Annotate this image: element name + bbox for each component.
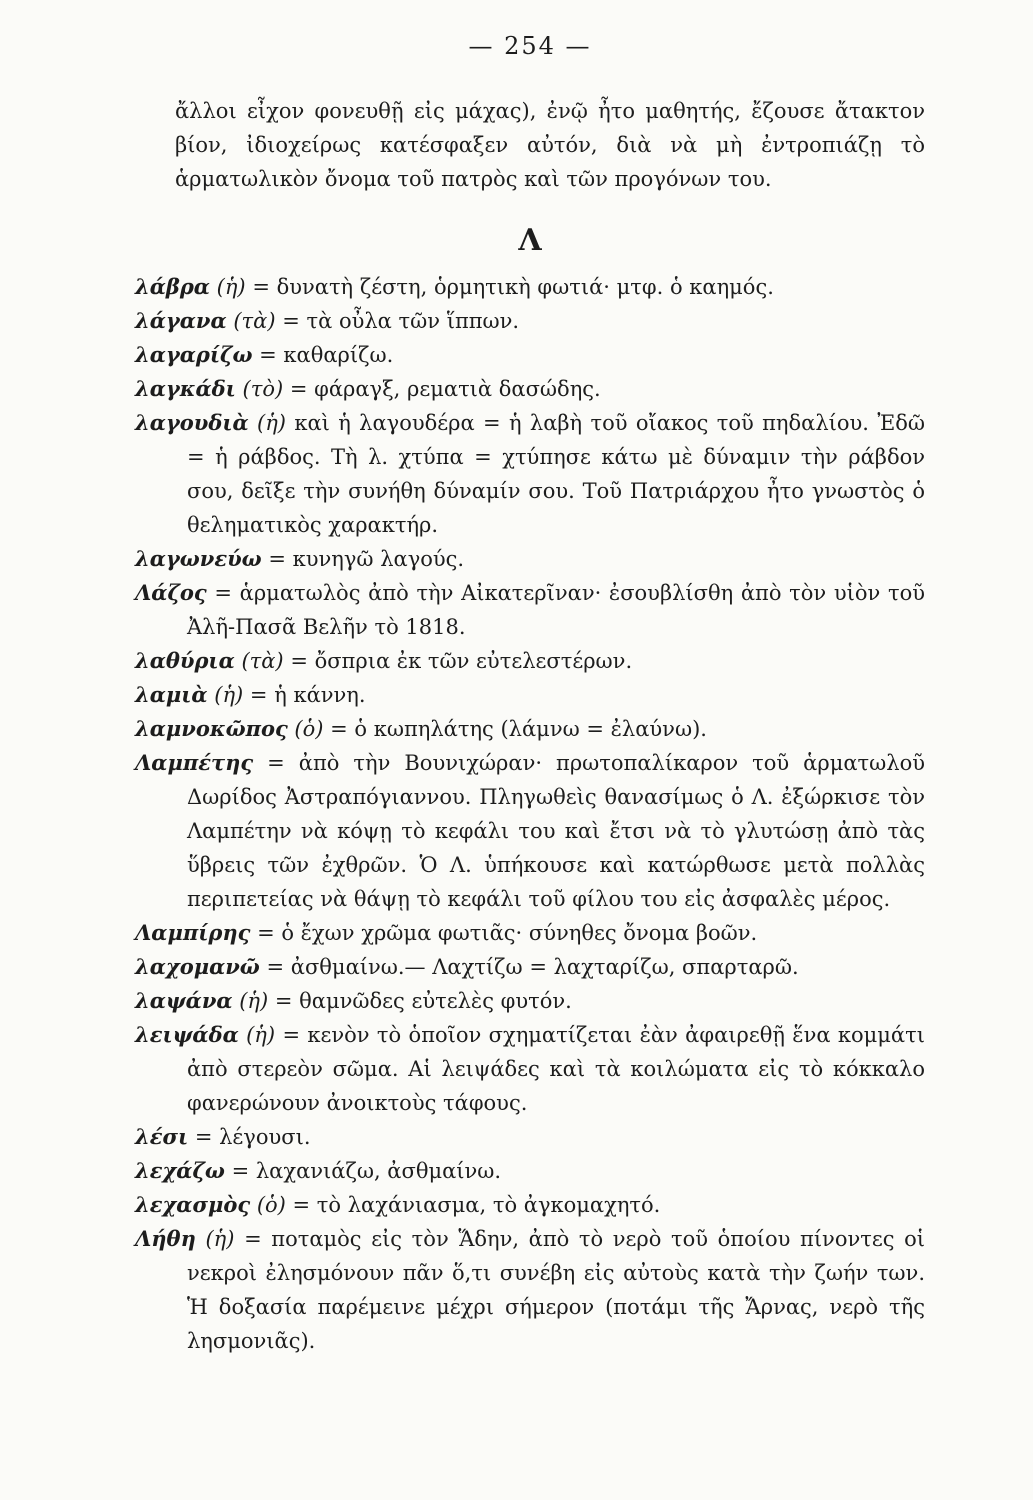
entry xyxy=(135,746,925,916)
entry-definition: = ὄσπρια ἐκ τῶν εὐτελεστέρων. xyxy=(290,649,633,673)
entry-definition: καὶ ἡ λαγουδέρα = ἡ λαβὴ τοῦ οἴακος τοῦ πηδαλίου. Ἐδῶ = ἡ ράβδος. Τὴ λ. χτύπα = χτύπησε κάτω μὲ δύναμιν τὴν ράβδον σου, δεῖξε τὴν συνήθη δύναμίν σου. Τοῦ Πατριάρχου ἦτο γνωστὸς ὁ θεληματικὸς χαρακτήρ. xyxy=(187,411,925,537)
entry xyxy=(135,406,925,542)
entry-definition: = φάραγξ, ρεματιὰ δασώδης. xyxy=(289,377,601,401)
entry-article: (ἡ) xyxy=(216,275,246,299)
entry-definition: = κυνηγῶ λαγούς. xyxy=(268,547,465,571)
entry-article: (ἡ) xyxy=(246,1023,276,1047)
entry-definition: = δυνατὴ ζέστη, ὁρμητικὴ φωτιά· μτφ. ὁ καημός. xyxy=(252,275,774,299)
entry-headword: λάγανα xyxy=(135,308,227,333)
entry-headword: λειψάδα xyxy=(135,1022,239,1047)
entry-definition: = ἀσθμαίνω.— Λαχτίζω = λαχταρίζω, σπαρταρῶ. xyxy=(266,955,799,979)
section-letter-heading: Λ xyxy=(518,223,542,258)
entry-headword: Λαμπέτης xyxy=(135,750,254,775)
entry-article: (ἡ) xyxy=(214,683,244,707)
entry-article: (ἡ) xyxy=(205,1227,235,1251)
entry-headword: λαγαρίζω xyxy=(135,342,253,367)
entry-headword: λάβρα xyxy=(135,274,210,299)
entry xyxy=(135,916,925,950)
entry-headword: Λαμπίρης xyxy=(135,920,251,945)
entry-article: (τὰ) xyxy=(241,649,284,673)
entry-definition: = τὰ οὖλα τῶν ἵππων. xyxy=(282,309,520,333)
entry-definition: = ἁρματωλὸς ἀπὸ τὴν Αἰκατερῖναν· ἐσουβλίσθη ἀπὸ τὸν υἱὸν τοῦ Ἀλῆ-Πασᾶ Βελῆν τὸ 1818. xyxy=(187,581,925,639)
entry-headword: λεχασμὸς xyxy=(135,1192,251,1217)
entry xyxy=(135,712,925,746)
entry-definition: = τὸ λαχάνιασμα, τὸ ἀγκομαχητό. xyxy=(292,1193,661,1217)
entry-headword: λαγωνεύω xyxy=(135,546,262,571)
entry-article: (ἡ) xyxy=(257,411,286,435)
entry xyxy=(135,1154,925,1188)
entry-article: (ὁ) xyxy=(294,717,324,741)
entry-headword: Λάζος xyxy=(135,580,207,605)
entry-definition: = καθαρίζω. xyxy=(259,343,394,367)
entry xyxy=(135,644,925,678)
entry-list xyxy=(135,270,925,1358)
entry xyxy=(135,1188,925,1222)
entry xyxy=(135,338,925,372)
entry xyxy=(135,1222,925,1358)
entry xyxy=(135,1120,925,1154)
entry-headword: λαχομανῶ xyxy=(135,954,260,979)
entry-definition: = κενὸν τὸ ὁποῖον σχηματίζεται ἐὰν ἀφαιρεθῇ ἕνα κομμάτι ἀπὸ στερεὸν σῶμα. Αἱ λειψάδες καὶ τὰ κοιλώματα εἰς τὸ κόκκαλο φανερώνουν ἀνοικτοὺς τάφους. xyxy=(187,1023,925,1115)
entry-definition: = λαχανιάζω, ἀσθμαίνω. xyxy=(231,1159,502,1183)
entry xyxy=(135,678,925,712)
entry-headword: λεχάζω xyxy=(135,1158,225,1183)
entry-definition: = ὁ ἔχων χρῶμα φωτιᾶς· σύνηθες ὄνομα βοῶν. xyxy=(257,921,758,945)
entry-definition: = ἀπὸ τὴν Βουνιχώραν· πρωτοπαλίκαρον τοῦ ἁρματωλοῦ Δωρίδος Ἀστραπόγιαννου. Πληγωθεὶς θανασίμως ὁ Λ. ἐξώρκισε τὸν Λαμπέτην νὰ κόψῃ τὸ κεφάλι του καὶ ἔτσι νὰ τὸ γλυτώσῃ ἀπὸ τὰς ὕβρεις τῶν ἐχθρῶν. Ὁ Λ. ὑπήκουσε καὶ κατώρθωσε μετὰ πολλὰς περιπετείας νὰ θάψῃ τὸ κεφάλι τοῦ φίλου του εἰς ἀσφαλὲς μέρος. xyxy=(187,751,925,911)
entry xyxy=(135,1018,925,1120)
entry xyxy=(135,542,925,576)
entry xyxy=(135,372,925,406)
entry xyxy=(135,304,925,338)
entry xyxy=(135,984,925,1018)
entry-headword: λαγουδιὰ xyxy=(135,410,249,435)
entry-headword: λαμιὰ xyxy=(135,682,208,707)
entry-definition: = ὁ κωπηλάτης (λάμνω = ἐλαύνω). xyxy=(330,717,707,741)
entry-definition: = ποταμὸς εἰς τὸν Ἅδην, ἀπὸ τὸ νερὸ τοῦ ὁποίου πίνοντες οἱ νεκροὶ ἐλησμόνουν πᾶν ὅ,τι συνέβη εἰς αὐτοὺς κατὰ τὴν ζωήν των. Ἡ δοξασία παρέμεινε μέχρι σήμερον (ποτάμι τῆς Ἄρνας, νερὸ τῆς λησμονιᾶς). xyxy=(187,1227,925,1353)
entry-article: (τὰ) xyxy=(233,309,276,333)
continued-entry-text: ἄλλοι εἶχον φονευθῇ εἰς μάχας), ἐνῷ ἦτο μαθητής, ἔζουσε ἄτακτον βίον, ἰδιοχείρως κατέσφαξεν αὐτόν, διὰ νὰ μὴ ἐντροπιάζῃ τὸ ἁρματωλικὸν ὄνομα τοῦ πατρὸς καὶ τῶν προγόνων του. xyxy=(175,99,925,191)
entry-headword: Λήθη xyxy=(135,1226,196,1251)
entry xyxy=(135,270,925,304)
entry-article: (ὁ) xyxy=(256,1193,286,1217)
entry-definition: = ἡ κάννη. xyxy=(249,683,366,707)
entry-article: (ἡ) xyxy=(239,989,269,1013)
entry-headword: λαψάνα xyxy=(135,988,233,1013)
entry-article: (τὸ) xyxy=(242,377,284,401)
entry-headword: λαμνοκῶπος xyxy=(135,716,288,741)
entry-definition: = θαμνῶδες εὐτελὲς φυτόν. xyxy=(274,989,572,1013)
entry xyxy=(135,576,925,644)
page-number: — 254 — xyxy=(468,32,592,60)
entry-headword: λαθύρια xyxy=(135,648,235,673)
entry xyxy=(135,950,925,984)
entry-definition: = λέγουσι. xyxy=(194,1125,311,1149)
entry-headword: λέσι xyxy=(135,1124,189,1149)
entry-headword: λαγκάδι xyxy=(135,376,236,401)
